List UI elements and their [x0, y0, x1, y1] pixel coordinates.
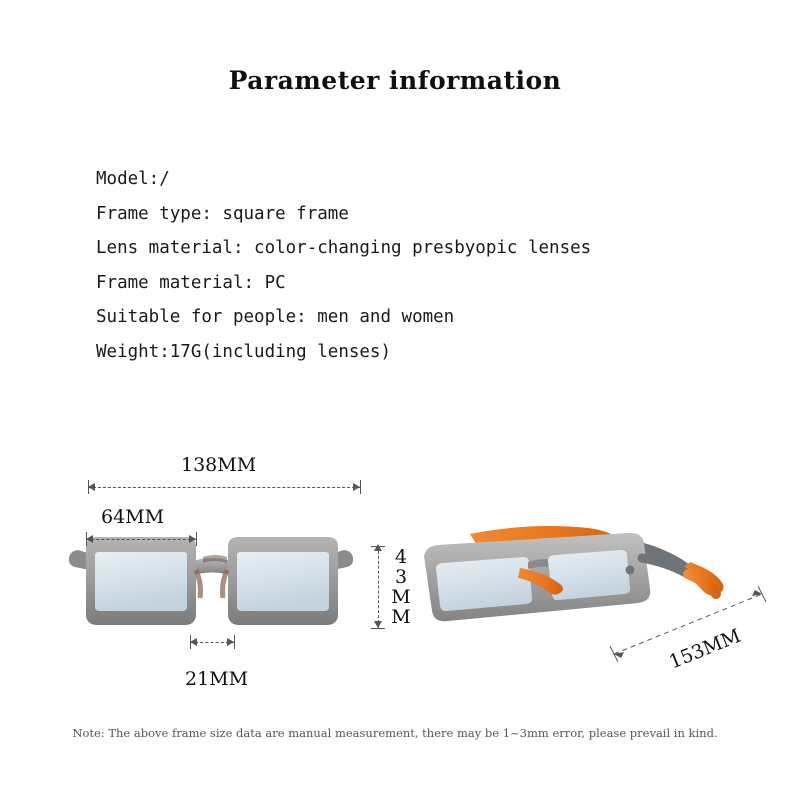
dim-tick	[190, 635, 191, 649]
dimension-diagram	[0, 450, 790, 710]
spec-weight: Weight:17G(including lenses)	[96, 341, 392, 362]
dim-arrow-left	[88, 483, 95, 491]
dim-tick	[86, 532, 87, 546]
specification-list	[96, 162, 591, 369]
dimension-lens-height-label: 43MM	[390, 546, 412, 626]
page-title: Parameter information	[228, 66, 562, 95]
glasses-side-view-icon	[424, 526, 724, 621]
dim-line-lens-width	[86, 539, 196, 540]
dim-tick	[371, 628, 385, 629]
dim-arrow-down	[374, 621, 382, 628]
dim-tick	[88, 480, 89, 494]
dim-tick	[234, 635, 235, 649]
dim-tick	[371, 546, 385, 547]
dim-arrow-left	[86, 535, 93, 543]
spec-model: Model:/	[96, 169, 170, 189]
spec-lens-material: Lens material: color-changing presbyopic lenses	[96, 238, 592, 258]
dimension-total-width-label: 138MM	[181, 454, 257, 476]
spec-frame-material: Frame material: PC	[96, 272, 286, 293]
dim-arrow-right	[353, 483, 360, 491]
dim-tick	[360, 480, 361, 494]
dim-line-total-width	[88, 487, 360, 488]
dimension-lens-width-label: 64MM	[101, 506, 165, 528]
dim-arrow-right	[227, 638, 234, 646]
dimension-temple-length-label: 153MM	[666, 624, 744, 674]
dim-line-lens-height	[378, 546, 379, 628]
dim-arrow-right	[189, 535, 196, 543]
spec-suitable-for: Suitable for people: men and women	[96, 307, 455, 327]
spec-frame-type: Frame type: square frame	[96, 203, 349, 224]
dim-tick	[196, 532, 197, 546]
measurement-note: Note: The above frame size data are manual measurement, there may be 1~3mm error, please prevail in kind.	[72, 726, 718, 740]
dimension-bridge-width-label: 21MM	[185, 668, 249, 690]
dim-arrow-left	[190, 638, 197, 646]
